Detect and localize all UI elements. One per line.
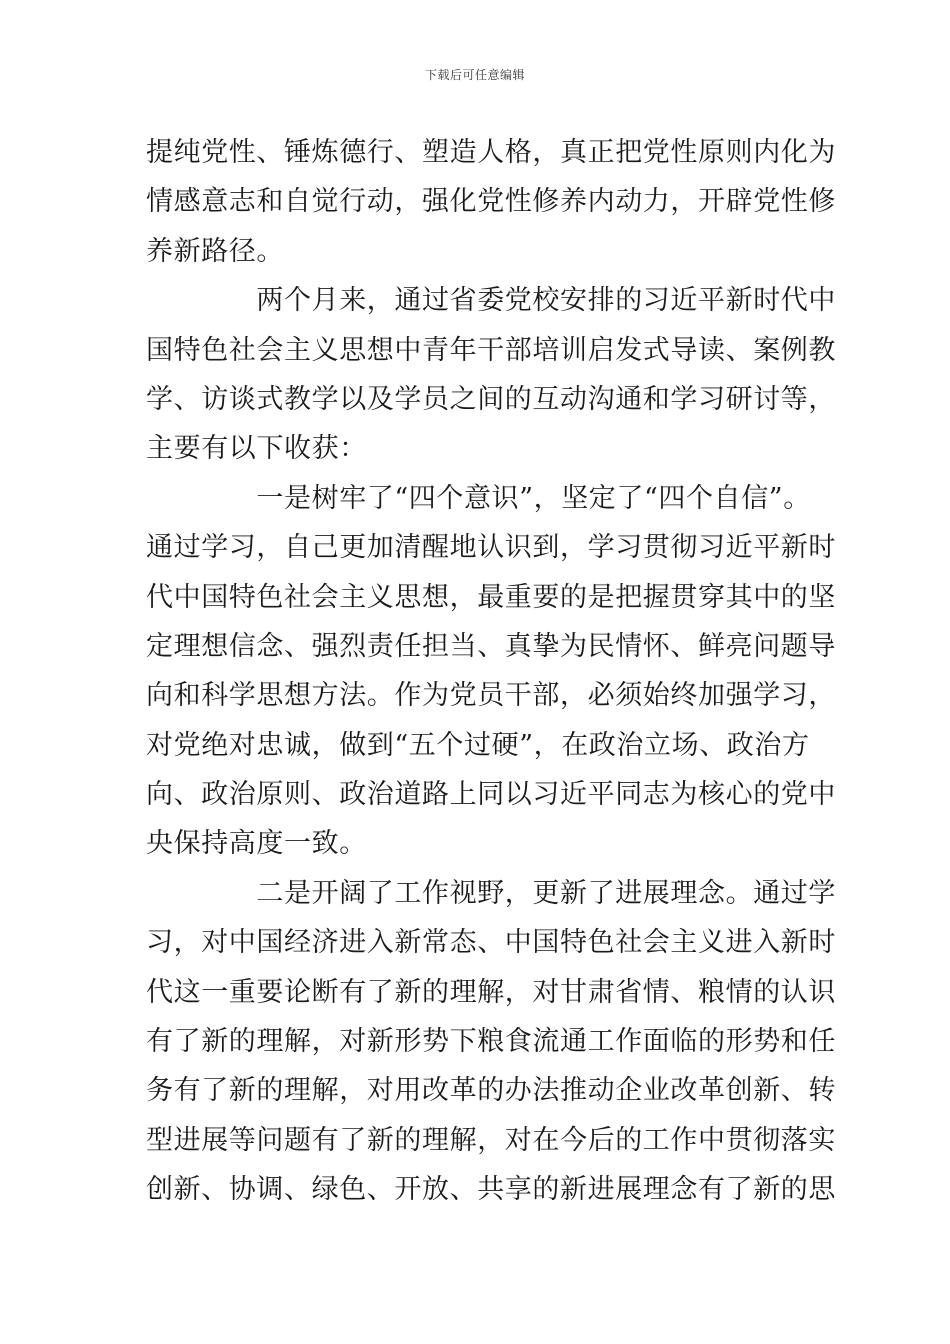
text-line: 向、政治原则、政治道路上同以习近平同志为核心的党中 (146, 779, 836, 811)
text-line: 向和科学思想方法。作为党员干部，必须始终加强学习， (146, 680, 836, 712)
text-line: 央保持高度一致。 (146, 828, 367, 860)
text-line: 养新路径。 (146, 235, 284, 267)
text-line: 情感意志和自觉行动，强化党性修养内动力，开辟党性修 (146, 186, 836, 218)
text-line: 型进展等问题有了新的理解，对在今后的工作中贯彻落实 (146, 1124, 836, 1156)
text-line: 务有了新的理解，对用改革的办法推动企业改革创新、转 (146, 1075, 836, 1107)
text-line: 通过学习，自己更加清醒地认识到，学习贯彻习近平新时 (146, 532, 836, 564)
text-line: 代中国特色社会主义思想，最重要的是把握贯穿其中的坚 (146, 581, 836, 613)
text-line: 对党绝对忠诚，做到“五个过硬”，在政治立场、政治方 (146, 729, 810, 761)
text-line: 国特色社会主义思想中青年干部培训启发式导读、案例教 (146, 334, 836, 366)
text-line: 定理想信念、强烈责任担当、真挚为民情怀、鲜亮问题导 (146, 630, 836, 662)
page-header-note: 下载后可任意编辑 (424, 68, 525, 82)
text-line: 习，对中国经济进入新常态、中国特色社会主义进入新时 (146, 927, 836, 959)
text-line: 一是树牢了“四个意识”，坚定了“四个自信”。 (146, 482, 811, 514)
text-line: 二是开阔了工作视野，更新了进展理念。通过学 (146, 877, 836, 909)
text-line: 学、访谈式教学以及学员之间的互动沟通和学习研讨等， (146, 383, 836, 415)
text-line: 两个月来，通过省委党校安排的习近平新时代中 (146, 285, 836, 317)
text-line: 主要有以下收获： (146, 433, 367, 465)
text-line: 创新、协调、绿色、开放、共享的新进展理念有了新的思 (146, 1174, 836, 1206)
text-line: 提纯党性、锤炼德行、塑造人格，真正把党性原则内化为 (146, 137, 836, 168)
text-line: 代这一重要论断有了新的理解，对甘肃省情、粮情的认识 (146, 976, 836, 1008)
text-line: 有了新的理解，对新形势下粮食流通工作面临的形势和任 (146, 1026, 836, 1058)
document-body (146, 128, 836, 1215)
